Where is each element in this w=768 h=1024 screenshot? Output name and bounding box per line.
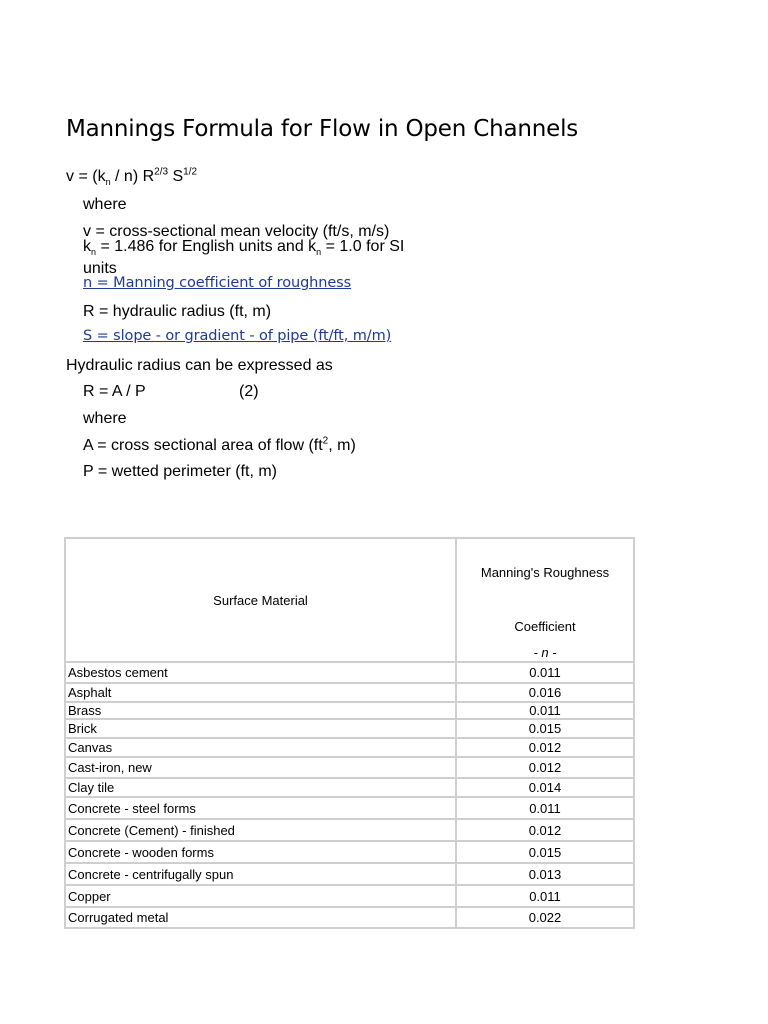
table-row <box>65 662 634 683</box>
where-label: where <box>83 196 127 213</box>
roughness-value-cell: 0.011 <box>456 702 634 719</box>
table-row <box>65 683 634 702</box>
manning-formula <box>66 168 197 186</box>
roughness-value-cell: 0.012 <box>456 757 634 778</box>
definition-a-part: A = cross sectional area of flow (ft <box>83 437 323 454</box>
material-cell: Cast-iron, new <box>65 757 456 778</box>
slope-link[interactable]: S = slope - or gradient - of pipe (ft/ft, m/m) <box>83 328 392 344</box>
kn-part: = 1.0 for SI <box>321 238 405 255</box>
kn-part: k <box>83 238 91 255</box>
equation-2-number: (2) <box>239 383 259 400</box>
table-row <box>65 778 634 797</box>
header-surface-material: Surface Material <box>65 538 456 662</box>
definition-v: v = cross-sectional mean velocity (ft/s, m/s) <box>83 223 390 240</box>
table-row <box>65 797 634 819</box>
material-cell: Concrete - centrifugally spun <box>65 863 456 885</box>
formula-exponent: 1/2 <box>183 166 198 178</box>
material-cell: Brick <box>65 719 456 738</box>
material-cell: Asbestos cement <box>65 662 456 683</box>
roughness-value-cell: 0.015 <box>456 719 634 738</box>
material-cell: Copper <box>65 885 456 907</box>
material-cell: Concrete - steel forms <box>65 797 456 819</box>
roughness-value-cell: 0.011 <box>456 662 634 683</box>
formula-part: S <box>168 168 184 185</box>
material-cell: Corrugated metal <box>65 907 456 928</box>
table-header-row <box>65 538 634 662</box>
roughness-value-cell: 0.011 <box>456 797 634 819</box>
definition-p: P = wetted perimeter (ft, m) <box>83 463 277 480</box>
hydraulic-radius-intro: Hydraulic radius can be expressed as <box>66 357 333 374</box>
material-cell: Brass <box>65 702 456 719</box>
where-label-2: where <box>83 410 127 427</box>
material-cell: Concrete (Cement) - finished <box>65 819 456 841</box>
page-title: Mannings Formula for Flow in Open Channels <box>66 116 579 142</box>
material-cell: Clay tile <box>65 778 456 797</box>
table-row <box>65 885 634 907</box>
material-cell: Concrete - wooden forms <box>65 841 456 863</box>
roughness-value-cell: 0.015 <box>456 841 634 863</box>
material-cell: Asphalt <box>65 683 456 702</box>
definition-a <box>83 437 356 455</box>
header-coef-line1: Manning's Roughness <box>480 565 610 580</box>
table-row <box>65 819 634 841</box>
header-coef-line3: - n - <box>533 645 557 660</box>
formula-part: v = (k <box>66 168 106 185</box>
table-row <box>65 907 634 928</box>
header-coef-line2: Coefficient <box>514 619 576 634</box>
roughness-value-cell: 0.012 <box>456 738 634 757</box>
roughness-value-cell: 0.022 <box>456 907 634 928</box>
kn-subscript: n <box>91 247 97 258</box>
definition-r: R = hydraulic radius (ft, m) <box>83 303 272 320</box>
equation-2-lhs: R = A / P <box>83 383 146 400</box>
roughness-value-cell: 0.014 <box>456 778 634 797</box>
roughness-value-cell: 0.016 <box>456 683 634 702</box>
definition-kn <box>83 238 463 277</box>
table-row <box>65 841 634 863</box>
definition-kn-line2: units <box>83 260 117 277</box>
table-row <box>65 738 634 757</box>
definition-a-exponent: 2 <box>322 435 329 447</box>
table-row <box>65 757 634 778</box>
formula-exponent: 2/3 <box>154 166 169 178</box>
material-cell: Canvas <box>65 738 456 757</box>
definition-a-part: , m) <box>328 437 356 454</box>
header-roughness-coefficient <box>456 538 634 662</box>
table-row <box>65 863 634 885</box>
roughness-table <box>64 537 635 929</box>
kn-subscript: n <box>316 247 322 258</box>
definition-kn-line1 <box>83 238 404 256</box>
table-row <box>65 719 634 738</box>
roughness-value-cell: 0.013 <box>456 863 634 885</box>
roughness-value-cell: 0.011 <box>456 885 634 907</box>
manning-coefficient-link[interactable]: n = Manning coefficient of roughness <box>83 275 352 291</box>
roughness-value-cell: 0.012 <box>456 819 634 841</box>
kn-part: = 1.486 for English units and k <box>96 238 317 255</box>
formula-part: / n) R <box>110 168 155 185</box>
table-row <box>65 702 634 719</box>
formula-subscript: n <box>105 177 111 188</box>
equation-2 <box>83 383 146 401</box>
